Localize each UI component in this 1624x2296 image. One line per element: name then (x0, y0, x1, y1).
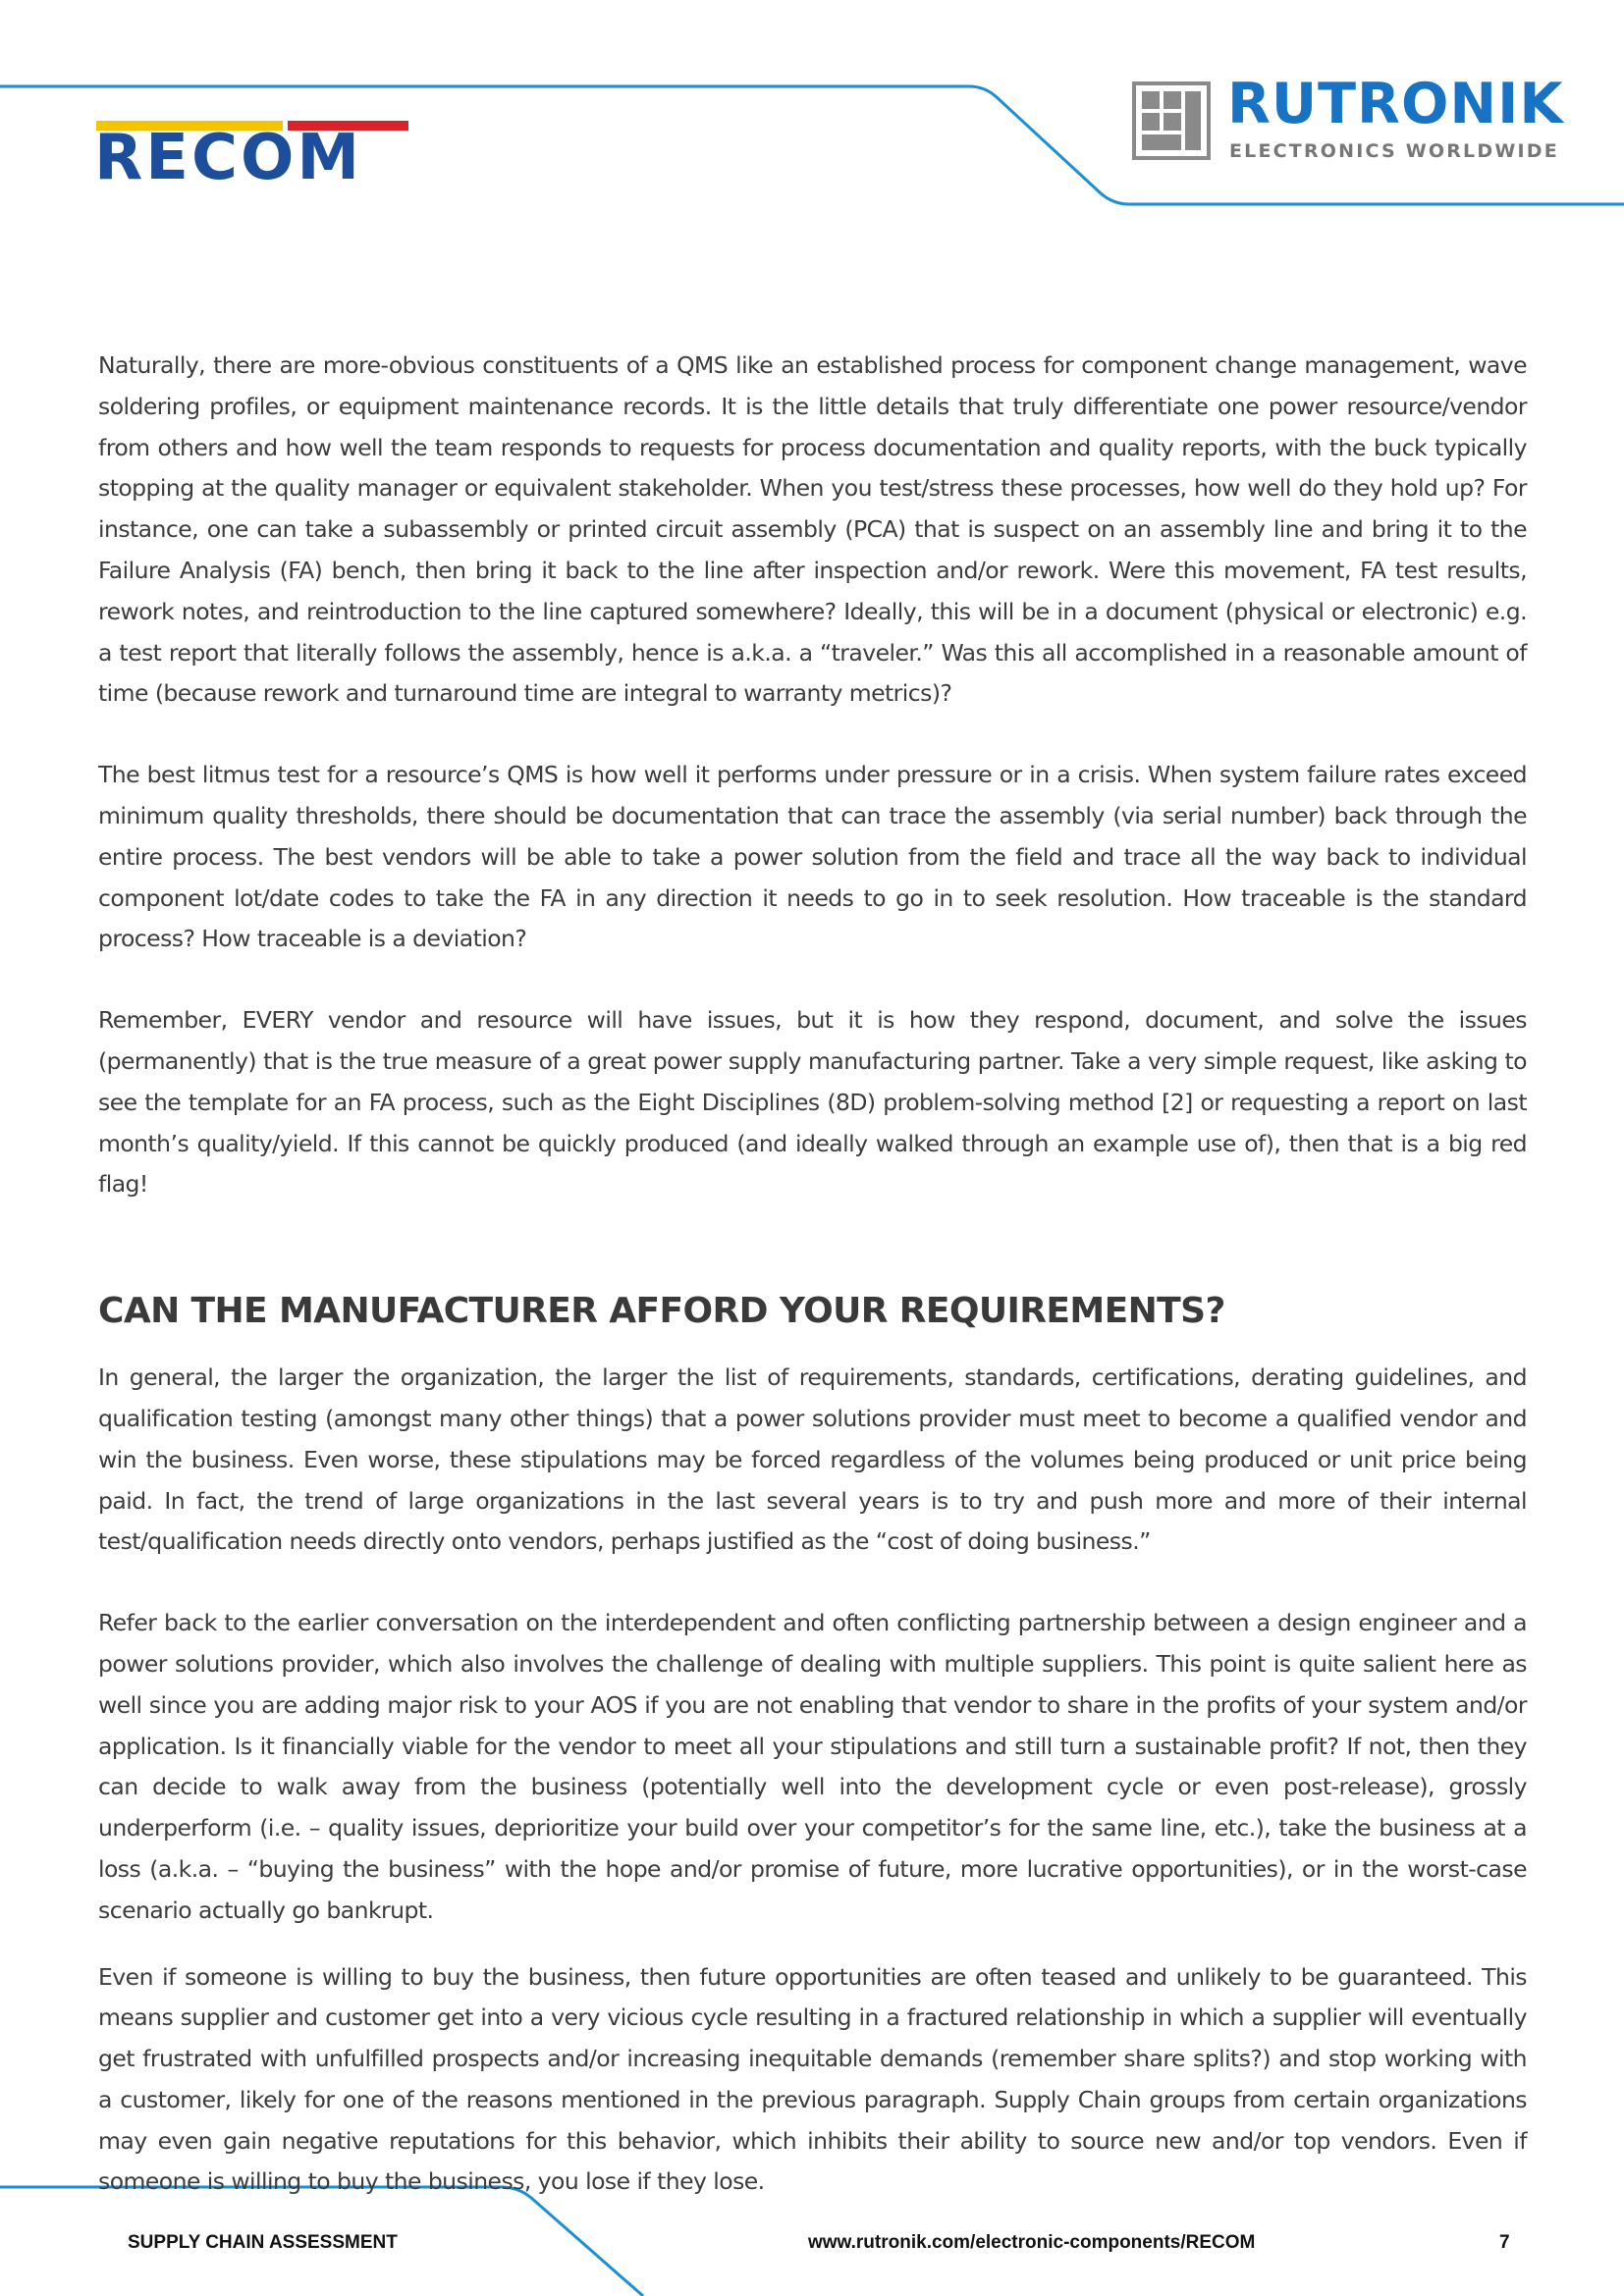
footer-title: SUPPLY CHAIN ASSESSMENT (128, 2232, 398, 2253)
section-heading: CAN THE MANUFACTURER AFFORD YOUR REQUIREMENTS? (98, 1291, 1225, 1332)
footer-url-link[interactable]: www.rutronik.com/electronic-components/RECOM (808, 2232, 1256, 2253)
body-paragraph: Remember, EVERY vendor and resource will have issues, but it is how they respond, document, and solve the issues (permanently) that is the true measure of a great power supply manufacturing partner. Take a very simple request, like asking to see the template for an FA process, such as the Eight Disciplines (8D) problem-solving method [2] or requesting a report on last month’s quality/yield. If this cannot be quickly produced (and ideally walked through an example use of), then that is a big red flag! (98, 1006, 1527, 1199)
body-paragraph: Refer back to the earlier conversation on the interdependent and often conflicting partnership between a design engineer and a power solutions provider, which also involves the challenge of dealing with multiple suppliers. This point is quite salient here as well since you are adding major risk to your AOS if you are not enabling that vendor to share in the profits of your system and/or application. Is it financially viable for the vendor to meet all your stipulations and still turn a sustainable profit? If not, then they can decide to walk away from the business (potentially well into the development cycle or even post-release), grossly underperform (i.e. – quality issues, deprioritize your build over your competitor’s for the same line, etc.), take the business at a loss (a.k.a. – “buying the business” with the hope and/or promise of future, more lucrative opportunities), or in the worst-case scenario actually go bankrupt. (98, 1609, 1527, 1924)
body-paragraph: In general, the larger the organization, the larger the list of requirements, standards, certifications, derating guidelines, and qualification testing (amongst many other things) that a power solutions provider must meet to become a qualified vendor and win the business. Even worse, these stipulations may be forced regardless of the volumes being produced or unit price being paid. In fact, the trend of large organizations in the last several years is to try and push more and more of their internal test/qualification needs directly onto vendors, perhaps justified as the “cost of doing business.” (98, 1363, 1527, 1556)
body-paragraph: Naturally, there are more-obvious constituents of a QMS like an established process for component change management, wave soldering profiles, or equipment maintenance records. It is the little details that truly differentiate one power resource/vendor from others and how well the team responds to requests for process documentation and quality reports, with the buck typically stopping at the quality manager or equivalent stakeholder. When you test/stress these processes, how well do they hold up? For instance, one can take a subassembly or printed circuit assembly (PCA) that is suspect on an assembly line and bring it to the Failure Analysis (FA) bench, then bring it back to the line after inspection and/or rework. Were this movement, FA test results, rework notes, and reintroduction to the line captured somewhere? Ideally, this will be in a document (physical or electronic) e.g. a test report that literally follows the assembly, hence is a.k.a. a “traveler.” Was this all accomplished in a reasonable amount of time (because rework and turnaround time are integral to warranty metrics)? (98, 351, 1527, 708)
rutronik-grid-icon (1132, 81, 1211, 160)
rutronik-logo-tagline: ELECTRONICS WORLDWIDE (1229, 140, 1559, 162)
body-paragraph: Even if someone is willing to buy the business, then future opportunities are often teased and unlikely to be guaranteed. This means supplier and customer get into a very vicious cycle resulting in a fractured relationship in which a supplier will eventually get frustrated with unfulfilled prospects and/or increasing inequitable demands (remember share splits?) and stop working with a customer, likely for one of the reasons mentioned in the previous paragraph. Supply Chain groups from certain organizations may even gain negative reputations for this behavior, which inhibits their ability to source new and/or top vendors. Even if someone is willing to buy the business, you lose if they lose. (98, 1962, 1527, 2196)
article-body (98, 346, 1527, 2203)
recom-logo (94, 121, 408, 194)
page-number: 7 (1499, 2232, 1510, 2253)
recom-logo-text: RECOM (94, 122, 363, 194)
rutronik-logo-name: RUTRONIK (1227, 72, 1564, 136)
body-paragraph: The best litmus test for a resource’s QMS is how well it performs under pressure or in a crisis. When system failure rates exceed minimum quality thresholds, there should be documentation that can trace the assembly (via serial number) back through the entire process. The best vendors will be able to take a power solution from the field and trace all the way back to individual component lot/date codes to take the FA in any direction it needs to go in to seek resolution. How traceable is the standard process? How traceable is a deviation? (98, 761, 1527, 953)
